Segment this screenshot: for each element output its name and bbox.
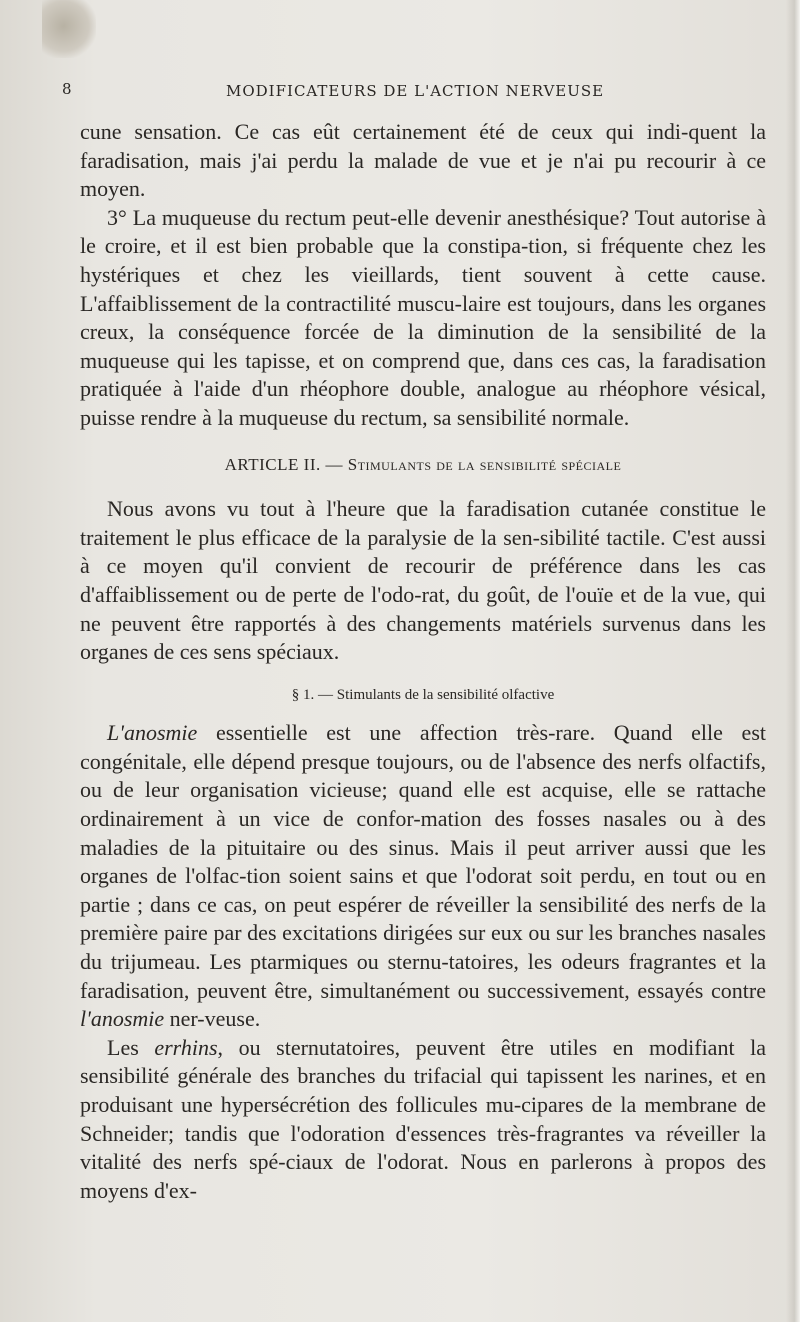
anosmie-text: essentielle est une affection très-rare. Quand elle est congénitale, elle dépend presque toujours, ou de l'absence des nerfs olfactifs, ou de leur organisation vicieuse; quand elle est acquise, elle se rattache ordinairement à un vice de confor-mation des fosses nasales ou à des maladies de la pituitaire ou des sinus. Mais il peut arriver aussi que les organes de l'olfac-tion soient sains et que l'odorat soit perdu, en tout ou en partie ; dans ce cas, on peut espérer de réveiller la sensibilité des nerfs de la première paire par des excitations dirigées sur eux ou sur les branches nasales du trijumeau. Les ptarmiques ou sternu-tatoires, les odeurs fragrantes et la faradisation, peuvent être, simultanément ou successivement, essayés contre <box>80 720 766 1003</box>
running-title: MODIFICATEURS DE L'ACTION NERVEUSE <box>226 82 605 100</box>
page-edge-shadow <box>786 0 800 1322</box>
article-heading <box>80 451 766 480</box>
paragraph-errhins <box>80 1034 766 1206</box>
errhins-text: , ou sternutatoires, peuvent être utiles en modifiant la sensibilité générale des branches du trifacial qui tapissent les narines, et en produisant une hypersécrétion des follicules mu-cipares de la membrane de Schneider; tandis que l'odoration d'essences très-fragrantes va réveiller la vitalité des nerfs spé-ciaux de l'odorat. Nous en parlerons à propos des moyens d'ex- <box>80 1034 767 1203</box>
paragraph-anosmie <box>80 719 766 1034</box>
article-label: ARTICLE II. — <box>224 454 343 474</box>
paragraph-faradisation: Nous avons vu tout à l'heure que la faradisation cutanée constitue le traitement le plus efficace de la paralysie de la sen-sibilité tactile. C'est aussi à ce moyen qu'il convient de recourir de préférence dans les cas d'affaiblissement ou de perte de l'odo-rat, du goût, de l'ouïe et de la vue, qui ne peuvent être rapportés à des changements matériels survenus dans les organes de ces sens spéciaux. <box>80 496 766 665</box>
page-number: 8 <box>62 80 72 98</box>
article-title: Stimulants de la sensibilité spéciale <box>347 454 622 474</box>
body-text <box>80 118 766 1205</box>
anosmie-end: ner-veuse. <box>164 1006 261 1032</box>
term-errhins: errhins <box>154 1034 218 1060</box>
page-corner-stain <box>42 0 96 58</box>
term-anosmie-2: l'anosmie <box>80 1006 165 1032</box>
section-heading: § 1. — Stimulants de la sensibilité olfactive <box>291 686 555 703</box>
errhins-start: Les <box>107 1034 155 1060</box>
term-anosmie: L'anosmie <box>107 720 198 746</box>
paragraph-continuation: cune sensation. Ce cas eût certainement été de ceux qui indi-quent la faradisation, mais j'ai perdu la malade de vue et je n'ai pu recourir à ce moyen. <box>80 119 766 202</box>
paragraph-rectum: 3° La muqueuse du rectum peut-elle devenir anesthésique? Tout autorise à le croire, et il est bien probable que la constipa-tion, si fréquente chez les hystériques et chez les vieillards, tient souvent à cette cause. L'affaiblissement de la contractilité muscu-laire est toujours, dans les organes creux, la conséquence forcée de la diminution de la sensibilité de la muqueuse qui les tapisse, et on comprend que, dans ces cas, la faradisation pratiquée à l'aide d'un rhéophore double, analogue au rhéophore vésical, puisse rendre à la muqueuse du rectum, sa sensibilité normale. <box>80 204 766 430</box>
running-head <box>62 80 762 110</box>
